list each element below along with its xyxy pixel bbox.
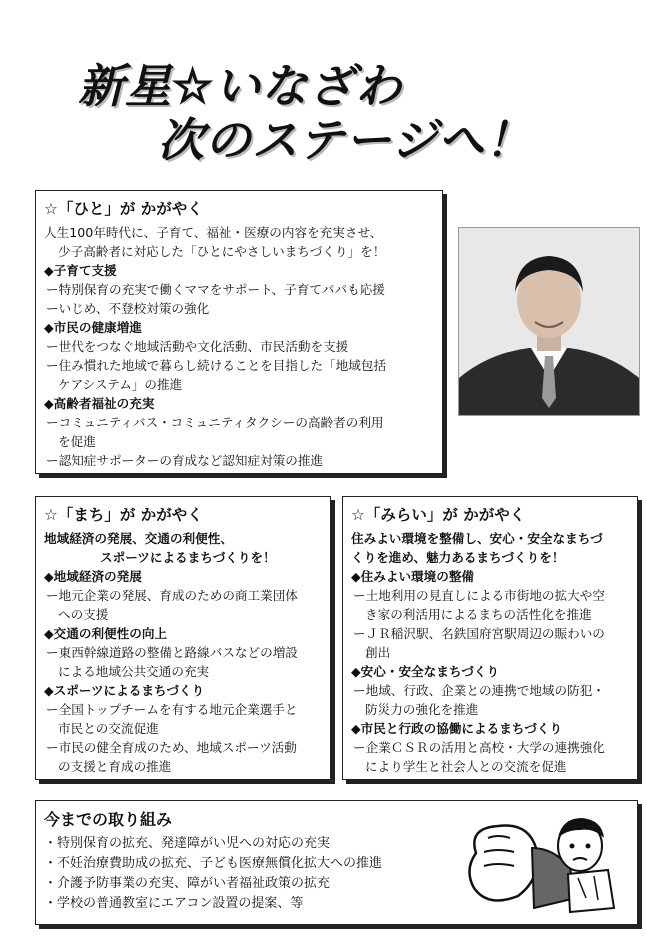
mirai-intro-1: 住みよい環境を整備し、安心・安全なまちづ: [351, 531, 603, 546]
machi-item: ー地元企業の発展、育成のための商工業団体: [46, 588, 298, 603]
mirai-item-cont: 創出: [365, 645, 391, 660]
mirai-item-cont: 防災力の強化を推進: [365, 702, 479, 717]
mirai-item: ーＪＲ稲沢駅、名鉄国府宮駅周辺の賑わいの: [353, 626, 605, 641]
machi-heading-economy: ◆地域経済の発展: [44, 569, 142, 584]
mirai-item: ー企業ＣＳＲの活用と高校・大学の連携強化: [353, 740, 605, 755]
machi-item-cont: 市民との交流促進: [58, 721, 159, 736]
achievement-item: ・介護予防事業の充実、障がい者福祉政策の拡充: [44, 876, 331, 891]
machi-intro-1: 地域経済の発展、交通の利便性、: [44, 531, 233, 546]
hito-item: ーコミュニティバス・コミュニティタクシーの高齢者の利用: [46, 415, 384, 430]
section-mirai: [342, 496, 638, 780]
section-machi-title: ☆「まち」が かがやく: [44, 506, 203, 524]
mirai-heading-environment: ◆住みよい環境の整備: [351, 569, 475, 584]
section-hito-title: ☆「ひと」が かがやく: [44, 200, 203, 218]
mirai-heading-safety: ◆安心・安全なまちづくり: [351, 664, 500, 679]
hito-item-cont: を促進: [58, 434, 96, 449]
section-hito: [35, 190, 443, 474]
headline-line1-part1: 新星: [78, 59, 172, 113]
hito-item: ー特別保育の充実で働くママをサポート、子育てパパも応援: [46, 282, 385, 297]
cartoon-fist-illustration: [458, 808, 618, 916]
achievement-item: ・特別保育の拡充、発達障がい児への対応の充実: [44, 836, 331, 851]
section-machi: [35, 496, 331, 780]
machi-heading-sports: ◆スポーツによるまちづくり: [44, 683, 205, 698]
hito-item: ー世代をつなぐ地域活動や文化活動、市民活動を支援: [46, 339, 349, 354]
machi-intro-2: スポーツによるまちづくりを！: [100, 550, 276, 565]
hito-item-cont: ケアシステム」の推進: [58, 377, 183, 392]
hito-intro-1: 人生100年時代に、子育て、福祉・医療の内容を充実させ、: [44, 225, 383, 240]
headline-line1-part2: いなざわ: [214, 59, 403, 113]
mirai-item-cont: き家の利活用によるまちの活性化を推進: [365, 607, 592, 622]
mirai-item-cont: により学生と社会人との交流を促進: [365, 759, 567, 774]
hito-item: ーいじめ、不登校対策の強化: [46, 301, 210, 316]
machi-item-cont: による地域公共交通の充実: [58, 664, 210, 679]
achievement-item: ・不妊治療費助成の拡充、子ども医療無償化拡大への推進: [44, 856, 383, 871]
achievement-item: ・学校の普通教室にエアコン設置の提案、等: [44, 896, 304, 911]
mirai-intro-2: くりを進め、魅力あるまちづくりを！: [351, 550, 565, 565]
machi-item-cont: への支援: [58, 607, 109, 622]
machi-item-cont: の支援と育成の推進: [58, 759, 172, 774]
machi-heading-transport: ◆交通の利便性の向上: [44, 626, 168, 641]
section-mirai-title: ☆「みらい」が かがやく: [351, 506, 526, 524]
machi-item: ー東西幹線道路の整備と路線バスなどの増設: [46, 645, 298, 660]
machi-item: ー全国トップチームを有する地元企業選手と: [46, 702, 298, 717]
hito-item: ー認知症サポーターの育成など認知症対策の推進: [46, 453, 324, 468]
hito-intro-2: 少子高齢者に対応した「ひとにやさしいまちづくり」を！: [58, 244, 386, 259]
machi-item: ー市民の健全育成のため、地域スポーツ活動: [46, 740, 297, 755]
star-icon: ☆: [172, 59, 215, 113]
hito-heading-elderly: ◆高齢者福祉の充実: [44, 396, 155, 411]
hito-heading-childcare: ◆子育て支援: [44, 263, 117, 278]
mirai-heading-cooperation: ◆市民と行政の協働によるまちづくり: [351, 721, 563, 736]
achievements-title: 今までの取り組み: [44, 810, 173, 829]
candidate-photo: [458, 227, 640, 416]
hito-heading-health: ◆市民の健康増進: [44, 320, 142, 335]
mirai-item: ー土地利用の見直しによる市街地の拡大や空: [353, 588, 605, 603]
mirai-item: ー地域、行政、企業との連携で地域の防犯・: [353, 683, 605, 698]
hito-item: ー住み慣れた地域で暮らし続けることを目指した「地域包括: [46, 358, 387, 373]
headline-line2: 次のステージへ！: [158, 113, 533, 167]
